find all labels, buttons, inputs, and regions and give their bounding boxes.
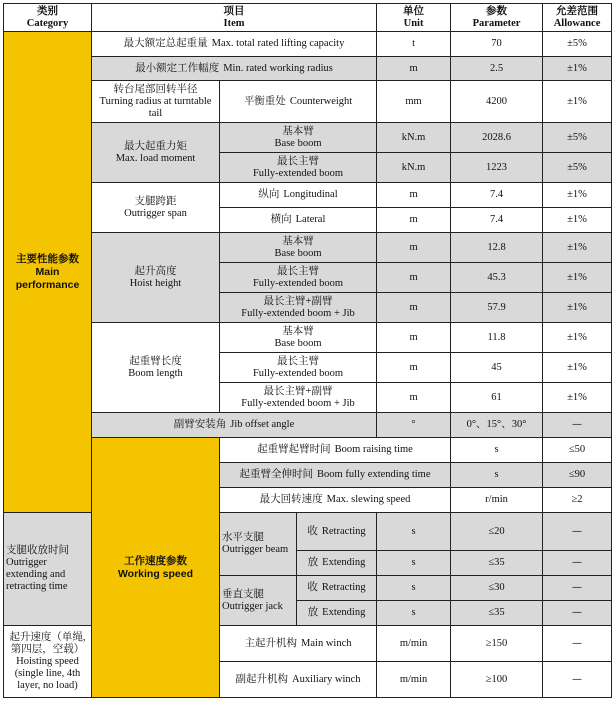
sub-item	[220, 183, 377, 208]
unit-cell: m	[377, 263, 451, 293]
label-en: Lateral	[295, 214, 326, 225]
label-zh: 主要性能参数	[16, 252, 79, 265]
unit-cell: s	[377, 576, 451, 601]
label-zh: 类别	[37, 5, 58, 17]
item-boom-extending	[220, 463, 451, 488]
label-zh: 参数	[486, 5, 508, 17]
label-en: Item	[223, 17, 245, 29]
label-zh: 单位	[403, 5, 425, 17]
unit-cell: m	[377, 383, 451, 413]
label-en: Category	[26, 17, 69, 29]
unit-cell: m/min	[377, 626, 451, 662]
allow-cell: ±1%	[543, 233, 612, 263]
label-zh: 最长主臂	[277, 265, 320, 277]
label-zh: 支腿跨距	[134, 195, 177, 207]
label-zh: 最小额定工作幅度	[135, 62, 220, 74]
label-en: Auxiliary winch	[292, 673, 361, 685]
header-unit	[377, 4, 451, 32]
label-zh: 基本臂	[282, 235, 314, 247]
label-zh: 横向	[270, 214, 292, 225]
unit-cell: m	[377, 353, 451, 383]
unit-cell: m	[377, 233, 451, 263]
unit-cell: m	[377, 323, 451, 353]
label-zh: 平衡重处	[243, 95, 286, 107]
param-cell: ≤35	[451, 601, 543, 626]
sub-item	[220, 662, 377, 698]
allow-cell: —	[543, 601, 612, 626]
sub-item	[297, 551, 377, 576]
item-min-radius	[92, 57, 377, 81]
label-en: Extending	[322, 607, 366, 618]
sub-group-beam: 水平支腿 Outrigger beam	[220, 513, 297, 576]
label-en: Extending	[322, 557, 366, 568]
label-en: Fully-extended boom + Jib	[241, 397, 355, 409]
performance-table	[3, 3, 612, 698]
unit-cell: s	[377, 601, 451, 626]
label-zh: 项目	[223, 5, 245, 17]
label-zh: 工作速度参数	[124, 554, 187, 567]
label-en: Jib offset angle	[230, 419, 295, 430]
row-load-moment	[4, 123, 612, 153]
row-max-capacity	[4, 32, 612, 57]
unit-cell: s	[451, 438, 543, 463]
allow-cell: ±1%	[543, 383, 612, 413]
allow-cell: ±1%	[543, 57, 612, 81]
label-en: Base boom	[274, 247, 322, 259]
unit-cell: s	[377, 551, 451, 576]
label-zh: 最大额定总起重量	[123, 38, 208, 49]
label-en: Fully-extended boom	[252, 367, 344, 379]
row-tail-radius	[4, 81, 612, 123]
unit-cell: s	[451, 463, 543, 488]
header-allowance	[543, 4, 612, 32]
param-cell: ≤30	[451, 576, 543, 601]
label-en: Retracting	[321, 582, 366, 593]
sub-item	[220, 293, 377, 323]
item-max-capacity	[92, 32, 377, 57]
label-en: Retracting	[321, 525, 366, 537]
sub-item	[220, 383, 377, 413]
allow-cell: —	[543, 413, 612, 438]
unit-cell: m	[377, 183, 451, 208]
label-zh: 最大起重力矩	[124, 140, 187, 152]
label-zh: 起升高度	[134, 265, 177, 277]
row-outrigger-span	[4, 183, 612, 208]
unit-cell: m	[377, 57, 451, 81]
label-en: Min. rated working radius	[223, 62, 333, 74]
label-en: Max. total rated lifting capacity	[211, 38, 345, 49]
sub-item	[220, 153, 377, 183]
item-boom-raising	[220, 438, 451, 463]
allow-cell: —	[543, 551, 612, 576]
allow-cell: ±1%	[543, 81, 612, 123]
param-cell: ≥2	[543, 488, 612, 513]
allow-cell: —	[543, 626, 612, 662]
param-cell: ≥100	[451, 662, 543, 698]
allow-cell: —	[543, 662, 612, 698]
label-en: Fully-extended boom + Jib	[241, 307, 355, 319]
label-zh: 收	[307, 525, 318, 537]
header-parameter	[451, 4, 543, 32]
param-cell: 2028.6	[451, 123, 543, 153]
label-zh: 起重臂起臂时间	[257, 444, 331, 455]
sub-item	[220, 208, 377, 233]
label-en: Unit	[403, 17, 424, 29]
label-en: Counterweight	[289, 95, 353, 107]
param-cell: ≤50	[543, 438, 612, 463]
item-hoisting-speed: 起升速度（单绳,第四层，空载） Hoisting speed (single line, 4th layer, no load)	[4, 626, 92, 698]
unit-cell: kN.m	[377, 153, 451, 183]
label-zh: 最大回转速度	[259, 494, 323, 505]
sub-item	[297, 513, 377, 551]
unit-cell: r/min	[451, 488, 543, 513]
sub-group-jack: 垂直支腿 Outrigger jack	[220, 576, 297, 626]
param-cell: 11.8	[451, 323, 543, 353]
param-cell: 57.9	[451, 293, 543, 323]
item-slewing	[220, 488, 451, 513]
label-zh: 允差范围	[556, 5, 599, 17]
label-zh: 纵向	[258, 189, 280, 200]
label-zh: 基本臂	[282, 125, 314, 137]
label-en: Boom length	[128, 367, 183, 379]
label-en: Boom raising time	[334, 444, 413, 455]
item-load-moment	[92, 123, 220, 183]
allow-cell: ±1%	[543, 183, 612, 208]
param-cell: ≤90	[543, 463, 612, 488]
label-zh: 最长主臂	[277, 155, 320, 167]
label-zh: 起重臂长度	[129, 355, 182, 367]
label-en: Main winch	[301, 637, 352, 649]
label-zh: 副臂安装角	[173, 419, 227, 430]
label-en: Hoist height	[129, 277, 182, 289]
allow-cell: ±1%	[543, 323, 612, 353]
param-cell: 45.3	[451, 263, 543, 293]
allow-cell: ±1%	[543, 208, 612, 233]
param-cell: 1223	[451, 153, 543, 183]
label-zh: 放	[307, 557, 319, 568]
param-cell: 7.4	[451, 183, 543, 208]
label-zh: 最长主臂	[277, 355, 320, 367]
unit-cell: m	[377, 208, 451, 233]
row-min-radius	[4, 57, 612, 81]
allow-cell: ±1%	[543, 293, 612, 323]
unit-cell: t	[377, 32, 451, 57]
sub-item	[220, 323, 377, 353]
param-cell: 61	[451, 383, 543, 413]
label-zh: 最长主臂+副臂	[263, 385, 333, 397]
unit-cell: kN.m	[377, 123, 451, 153]
param-cell: ≥150	[451, 626, 543, 662]
item-jib-offset	[92, 413, 377, 438]
header-category	[4, 4, 92, 32]
label-zh: 主起升机构	[244, 637, 298, 649]
param-cell: 4200	[451, 81, 543, 123]
label-en: Working speed	[117, 567, 194, 580]
param-cell: 45	[451, 353, 543, 383]
allow-cell: —	[543, 513, 612, 551]
sub-item	[220, 233, 377, 263]
allow-cell: —	[543, 576, 612, 601]
label-en: Allowance	[553, 17, 601, 29]
param-cell: 2.5	[451, 57, 543, 81]
item-tail-radius	[92, 81, 220, 123]
sub-item	[220, 353, 377, 383]
item-outrigger-span	[92, 183, 220, 233]
label-en: Main performance	[15, 265, 80, 291]
unit-cell: °	[377, 413, 451, 438]
label-en: Boom fully extending time	[317, 469, 431, 480]
param-cell: 12.8	[451, 233, 543, 263]
row-hoist-height	[4, 233, 612, 263]
sub-item	[220, 626, 377, 662]
item-outrigger-time: 支腿收放时间Outrigger extending and retracting time	[4, 513, 92, 626]
sub-item	[297, 601, 377, 626]
allow-cell: ±1%	[543, 263, 612, 293]
label-en: Longitudinal	[283, 189, 338, 200]
label-zh: 副起升机构	[235, 673, 288, 685]
label-en: Max. slewing speed	[326, 494, 411, 505]
row-boom-raising	[4, 438, 612, 463]
unit-cell: m	[377, 293, 451, 323]
label-zh: 放	[307, 607, 319, 618]
unit-cell: mm	[377, 81, 451, 123]
label-zh: 基本臂	[282, 325, 314, 337]
item-hoist-height	[92, 233, 220, 323]
param-cell: ≤20	[451, 513, 543, 551]
item-boom-length	[92, 323, 220, 413]
row-jib-offset	[4, 413, 612, 438]
label-en: Base boom	[274, 337, 322, 349]
label-en: Parameter	[472, 17, 521, 29]
label-zh: 起重臂全伸时间	[239, 469, 314, 480]
label-en: Turning radius at turntable tail	[99, 95, 212, 119]
category-working-speed	[92, 438, 220, 698]
allow-cell: ±5%	[543, 32, 612, 57]
item-counterweight	[220, 81, 377, 123]
param-cell: 0°、15°、30°	[451, 413, 543, 438]
unit-cell: s	[377, 513, 451, 551]
label-zh: 收	[307, 582, 318, 593]
label-zh: 转台尾部回转半径	[113, 83, 198, 95]
param-cell: ≤35	[451, 551, 543, 576]
label-zh: 最长主臂+副臂	[263, 295, 333, 307]
sub-item	[297, 576, 377, 601]
label-en: Outrigger span	[124, 207, 187, 219]
param-cell: 7.4	[451, 208, 543, 233]
sub-item	[220, 123, 377, 153]
sub-item	[220, 263, 377, 293]
label-en: Fully-extended boom	[252, 277, 344, 289]
label-en: Base boom	[274, 137, 322, 149]
header-row	[4, 4, 612, 32]
allow-cell: ±1%	[543, 353, 612, 383]
allow-cell: ±5%	[543, 123, 612, 153]
category-main-performance	[4, 32, 92, 513]
allow-cell: ±5%	[543, 153, 612, 183]
param-cell: 70	[451, 32, 543, 57]
row-boom-length	[4, 323, 612, 353]
header-item	[92, 4, 377, 32]
label-en: Fully-extended boom	[252, 167, 344, 179]
label-en: Max. load moment	[115, 152, 196, 164]
unit-cell: m/min	[377, 662, 451, 698]
